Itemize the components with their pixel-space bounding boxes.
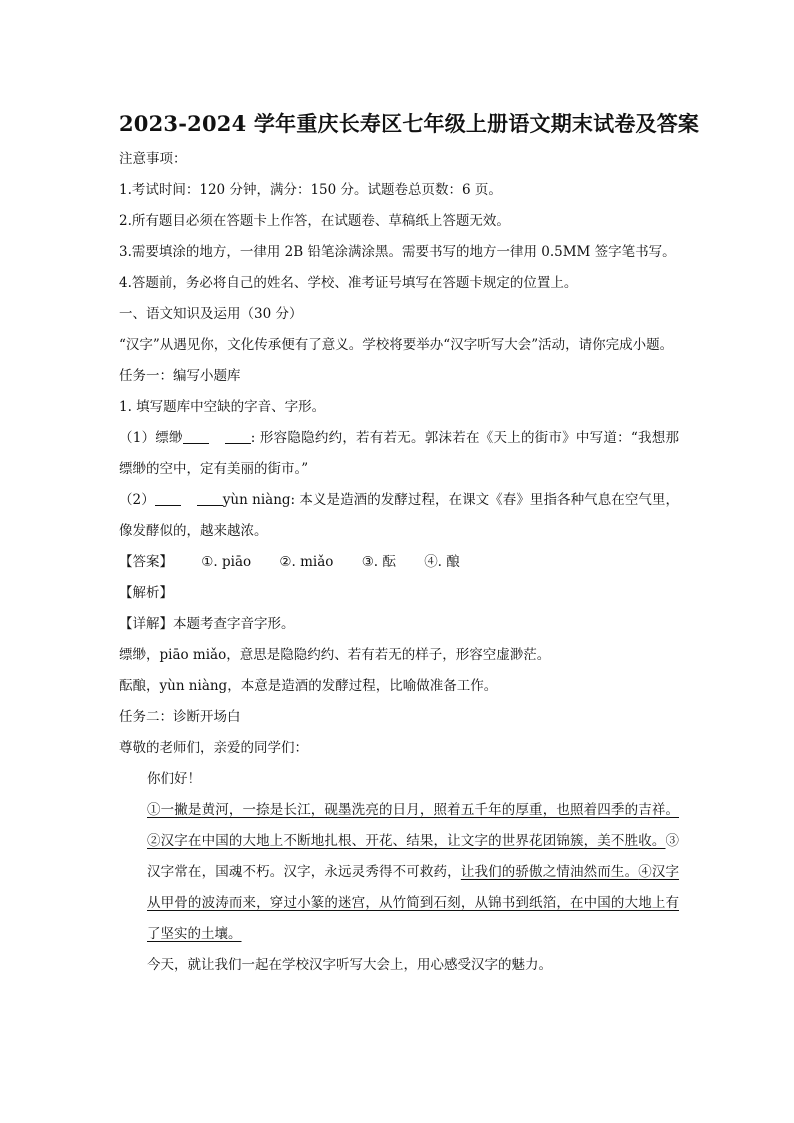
explanation-line: 缥缈，piāo miǎo，意思是隐隐约约、若有若无的样子，形容空虚渺茫。 (119, 647, 551, 663)
task-heading: 任务一：编写小题库 (119, 368, 241, 384)
speech-sentence-2: ②汉字在中国的大地上不断地扎根、开花、结果，让文字的世界花团锦簇，美不胜收。 (147, 833, 666, 849)
document-title: 2023-2024 学年重庆长寿区七年级上册语文期末试卷及答案 (119, 111, 700, 136)
answer-item: ④. 酿 (424, 554, 460, 570)
q1-2-prefix: （2） (119, 492, 155, 508)
q1-1-text: : 形容隐隐约约，若有若无。郭沫若在《天上的街市》中写道：“我想那缥缈的空中，定有美丽的街市。” (119, 430, 679, 477)
explanation-line: 酝酿，yùn niàng，本意是造酒的发酵过程，比喻做准备工作。 (119, 678, 498, 694)
task-heading: 任务二：诊断开场白 (119, 709, 241, 725)
answer-item: ③. 酝 (361, 554, 396, 570)
answer-item: ①. piāo (201, 554, 252, 570)
greeting: 尊敬的老师们，亲爱的同学们： (119, 740, 308, 756)
detail-line: 【详解】本题考查字音字形。 (119, 616, 295, 632)
answer-item: ②. miǎo (279, 554, 334, 570)
answer-blank (197, 491, 223, 506)
speech-sentence-3b: 让我们的骄傲之情油然而生。 (460, 864, 639, 880)
speech-sentence-4: ④汉字从甲骨的波涛而来，穿过小篆的迷宫，从竹简到石刻，从锦书到纸箔，在中国的大地上有了坚实的土壤。 (147, 864, 680, 942)
question-1-part-2 (119, 485, 679, 547)
intro-paragraph: “汉字”从遇见你，文化传承便有了意义。学校将要举办“汉字听写大会”活动，请你完成小题。 (119, 337, 674, 353)
answer-blank (183, 429, 209, 444)
section-heading: 一、语文知识及运用（30 分） (119, 306, 303, 322)
q1-1-prefix: （1）缥缈 (119, 430, 183, 446)
question-1: 1. 填写题库中空缺的字音、字形。 (119, 399, 326, 415)
answer-blank (155, 491, 181, 506)
speech-sentence-3a: ③汉字常在，国魂不朽。汉字，永远灵秀得不可救药， (147, 833, 679, 880)
closing-paragraph: 今天，就让我们一起在学校汉字听写大会上，用心感受汉字的魅力。 (147, 957, 552, 973)
question-1-part-1 (119, 423, 679, 485)
analysis-label: 【解析】 (119, 585, 173, 601)
document-content (119, 100, 700, 981)
answer-line (119, 547, 679, 578)
note-item: 2.所有题目必须在答题卡上作答，在试题卷、草稿纸上答题无效。 (119, 213, 510, 229)
note-item: 4.答题前，务必将自己的姓名、学校、准考证号填写在答题卡规定的位置上。 (119, 275, 578, 291)
answer-blank (225, 429, 251, 444)
hello-line: 你们好！ (147, 771, 201, 787)
notes-heading: 注意事项： (119, 151, 187, 167)
answer-label: 【答案】 (119, 554, 173, 570)
note-item: 1.考试时间：120 分钟，满分：150 分。试题卷总页数：6 页。 (119, 182, 502, 198)
note-item: 3.需要填涂的地方，一律用 2B 铅笔涂满涂黑。需要书写的地方一律用 0.5MM 签字笔书写。 (119, 244, 676, 260)
q1-2-text: yùn niàng: 本义是造酒的发酵过程，在课文《春》里指各种气息在空气里，像发酵似的，越来越浓。 (119, 492, 679, 539)
speech-sentence-1: ①一撇是黄河，一捺是长江，砚墨洗亮的日月，照着五千年的厚重，也照着四季的吉祥。 (147, 802, 679, 818)
speech-paragraph (119, 795, 679, 950)
